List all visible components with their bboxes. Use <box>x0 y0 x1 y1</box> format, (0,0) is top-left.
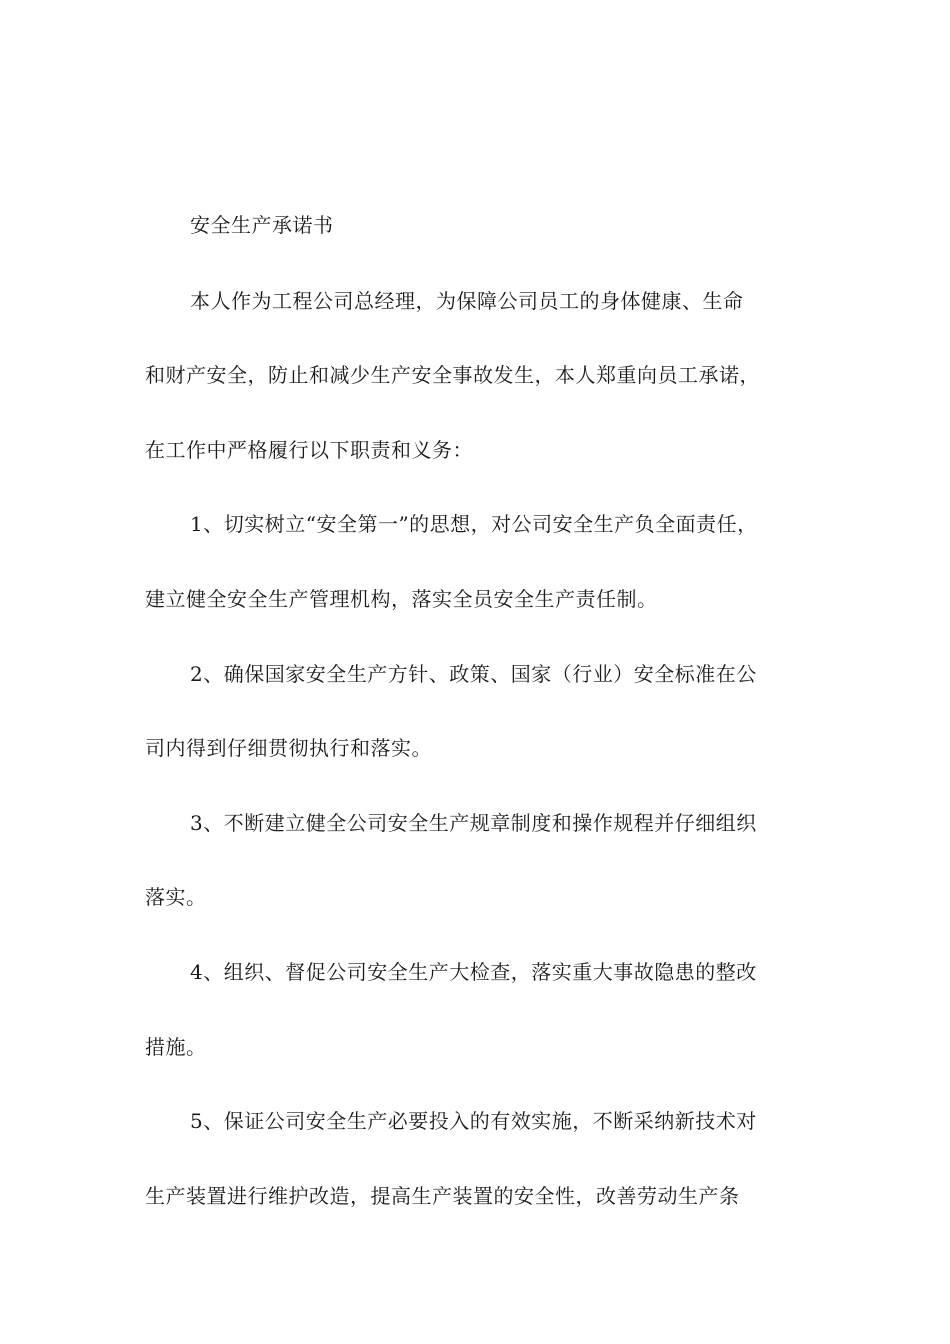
paragraph-line: 4、组织、督促公司安全生产大检查，落实重大事故隐患的整改 <box>190 960 757 984</box>
paragraph-line: 建立健全安全生产管理机构，落实全员安全生产责任制。 <box>145 587 658 611</box>
paragraph-line: 措施。 <box>145 1035 207 1059</box>
paragraph-line: 3、不断建立健全公司安全生产规章制度和操作规程并仔细组织 <box>190 811 757 835</box>
paragraph-line: 2、确保国家安全生产方针、政策、国家（行业）安全标准在公 <box>190 662 757 686</box>
paragraph-line: 本人作为工程公司总经理，为保障公司员工的身体健康、生命 <box>190 289 744 313</box>
paragraph-line: 在工作中严格履行以下职责和义务： <box>145 438 473 462</box>
document-title: 安全生产承诺书 <box>190 213 334 237</box>
paragraph-line: 5、保证公司安全生产必要投入的有效实施，不断采纳新技术对 <box>190 1109 757 1133</box>
paragraph-line: 落实。 <box>145 885 207 909</box>
paragraph-line: 司内得到仔细贯彻执行和落实。 <box>145 736 432 760</box>
paragraph-line: 1、切实树立“安全第一”的思想，对公司安全生产负全面责任， <box>190 512 758 536</box>
paragraph-line: 生产装置进行维护改造，提高生产装置的安全性，改善劳动生产条 <box>145 1184 740 1208</box>
paragraph-line: 和财产安全，防止和减少生产安全事故发生，本人郑重向员工承诺， <box>145 363 760 387</box>
